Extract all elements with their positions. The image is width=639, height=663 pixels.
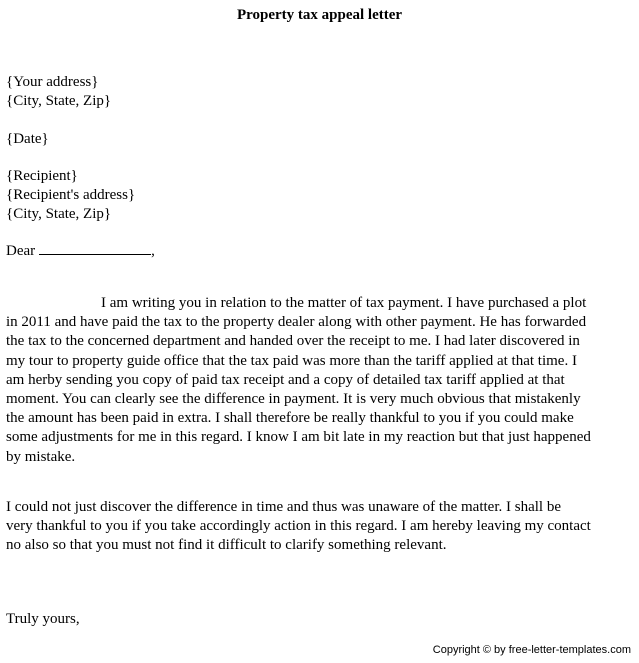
paragraph-1-line: some adjustments for me in this regard. I know I am bit late in my reaction but that just happened (6, 429, 591, 446)
recipient-name-blank (39, 242, 151, 255)
closing (6, 610, 80, 629)
salutation-word: Dear (6, 243, 36, 259)
body-paragraph-2 (6, 498, 630, 556)
paragraph-1-line: in 2011 and have paid the tax to the property dealer along with other payment. He has forwarded (6, 314, 587, 331)
paragraph-2-line: I could not just discover the difference in time and thus was unaware of the matter. I shall be (6, 499, 561, 515)
letter-date (6, 130, 49, 149)
salutation-punctuation: , (151, 243, 155, 259)
paragraph-2-line: very thankful to you if you take accordingly action in this regard. I am hereby leaving my contact (6, 518, 591, 535)
sender-address (6, 73, 111, 111)
paragraph-1-line: my tour to property guide office that the tax paid was more than the tariff applied at that time. I (6, 352, 577, 369)
copyright-notice: Copyright © by free-letter-templates.com (432, 644, 631, 656)
recipient-address-line-1: {Recipient's address} (6, 187, 136, 203)
paragraph-1-line: I am writing you in relation to the matter of tax payment. I have purchased a plot (101, 295, 587, 311)
paragraph-1-line: the amount has been paid in extra. I shall therefore be really thankful to you if you could make (6, 410, 574, 427)
page-title: Property tax appeal letter (236, 7, 403, 23)
paragraph-1-line: moment. You can clearly see the difference in payment. It is very much obvious that mistakenly (6, 391, 581, 408)
paragraph-1-line: by mistake. (6, 448, 76, 465)
recipient-address (6, 167, 135, 224)
paragraph-2-line: no also so that you must not find it difficult to clarify something relevant. (6, 537, 447, 554)
sender-address-line-1: {Your address} (6, 74, 99, 90)
paragraph-1-line: the tax to the concerned department and handed over the receipt to me. I had later discovered in (6, 333, 580, 350)
closing-text: Truly yours, (6, 611, 80, 627)
date-text: {Date} (6, 131, 49, 147)
paragraph-1-line: am herby sending you copy of paid tax receipt and a copy of detailed tax tariff applied at that (6, 371, 565, 388)
body-paragraph-1 (6, 294, 630, 467)
recipient-address-line-2: {City, State, Zip} (6, 206, 112, 222)
salutation (6, 242, 155, 261)
sender-address-line-2: {City, State, Zip} (6, 93, 112, 109)
recipient-name: {Recipient} (6, 168, 78, 184)
